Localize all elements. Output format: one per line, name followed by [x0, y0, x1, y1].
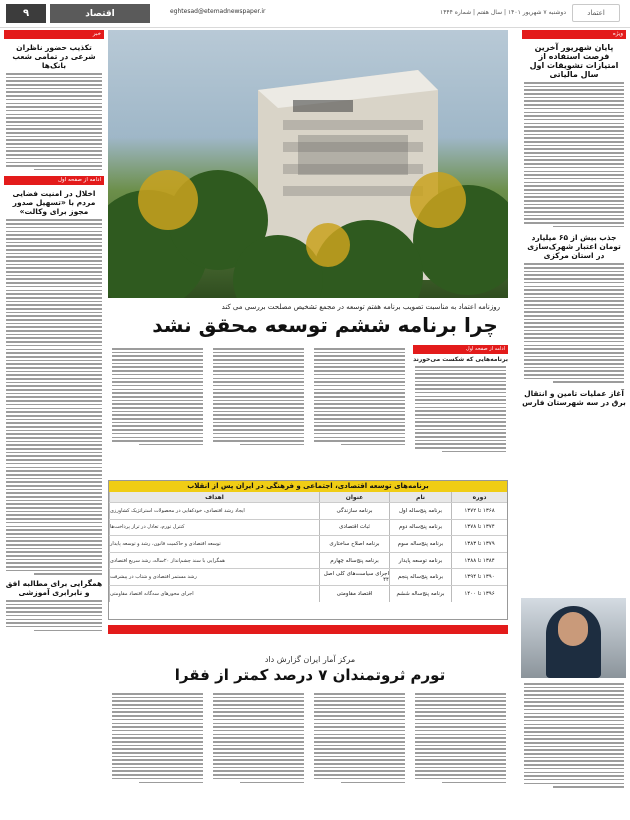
table-header [109, 492, 507, 502]
bottom-section-bar [108, 625, 508, 634]
main-text-col [312, 345, 407, 455]
table-cell: اجرای سیاست‌های کلی اصل ۴۴ [319, 569, 389, 585]
table-cell: اقتصاد مقاومتی [319, 586, 389, 602]
table-cell: کنترل تورم، تعادل در تراز پرداخت‌ها [109, 520, 319, 536]
table-cell: ۱۳۷۹ تا ۱۳۸۳ [451, 536, 507, 552]
table-header-cell: نام [389, 492, 451, 502]
column-tag: ادامه از صفحه اول [4, 176, 104, 185]
story-title: آغاز عملیات تامین و انتقال برق در سه شهرستان فارس [522, 389, 626, 407]
building-illustration [108, 30, 508, 298]
table-cell: ۱۳۹۰ تا ۱۳۹۴ [451, 569, 507, 585]
bottom-story-heading [140, 655, 480, 684]
story-body [4, 219, 104, 575]
story-body [522, 82, 626, 227]
table-cell: ۱۳۷۴ تا ۱۳۷۸ [451, 520, 507, 536]
table-row [109, 535, 507, 552]
story-body [4, 73, 104, 170]
table-cell: برنامه پنج‌ساله چهارم [319, 553, 389, 569]
email-address: eghtesad@etemadnewspaper.ir [170, 8, 266, 15]
building-photo [108, 30, 508, 298]
story-title: تکذیب حضور ناظران شرعی در تمامی شعب بانک‌ها [12, 43, 96, 70]
table-cell: ۱۳۹۶ تا ۱۴۰۰ [451, 586, 507, 602]
official-portrait [521, 598, 626, 678]
table-header-cell: دوره [451, 492, 507, 502]
table-cell: ایجاد رشد اقتصادی، خودکفایی در محصولات استراتژیک کشاورزی [109, 503, 319, 519]
table-cell: اجرای محورهای سه‌گانه اقتصاد مقاومتی [109, 586, 319, 602]
table-cell: برنامه پنج‌ساله دوم [389, 520, 451, 536]
table-header-cell: اهداف [109, 492, 319, 502]
dateline: دوشنبه ۷ شهریور ۱۴۰۱ | سال هفتم | شماره ۱۴۴۴ [439, 9, 566, 16]
table-row [109, 568, 507, 585]
right-column-bottom [522, 680, 626, 790]
table-cell: توسعه اقتصادی و حاکمیت قانون، رشد و توسعه پایدار [109, 536, 319, 552]
main-text-col [110, 345, 205, 455]
story-title: اخلال در امنیت فضایی مردم با «تسهیل صدور مجوز برای وکالت» [12, 189, 96, 217]
newspaper-logo: اعتماد [572, 4, 620, 22]
main-text-col [211, 345, 306, 455]
bottom-body [108, 690, 508, 785]
table-cell: برنامه اصلاح ساختاری [319, 536, 389, 552]
right-column [522, 30, 626, 407]
bottom-headline: تورم ثروتمندان ۷ درصد کمتر از فقرا [174, 666, 446, 684]
table-header-cell: عنوان [319, 492, 389, 502]
page-number: ۹ [6, 4, 46, 23]
table-row [109, 519, 507, 536]
story-body [522, 263, 626, 383]
masthead [0, 0, 630, 28]
table-cell: ۱۳۶۸ تا ۱۳۷۲ [451, 503, 507, 519]
table-row [109, 502, 507, 519]
table-cell: برنامه پنج‌ساله ششم [389, 586, 451, 602]
main-text-col: ادامه از صفحه اول برنامه‌هایی که شکست می‌خورند [413, 345, 508, 455]
table-cell: ثبات اقتصادی [319, 520, 389, 536]
story-title: همگرایی برای مطالبه افق و نابرابری آموزشی [5, 579, 103, 598]
section-title: اقتصاد [50, 4, 150, 23]
table-cell: برنامه توسعه پایدار [389, 553, 451, 569]
column-tag: ویژه [522, 30, 626, 39]
main-kicker: روزنامه اعتماد به مناسبت تصویب برنامه هفتم توسعه در مجمع تشخیص مصلحت بررسی می کند [221, 303, 500, 311]
table-cell: همگرایی با سند چشم‌انداز ۲۰ساله، رشد سریع اقتصادی [109, 553, 319, 569]
table-title: برنامه‌های توسعه اقتصادی، اجتماعی و فرهنگی در ایران پس از انقلاب [109, 481, 507, 492]
table-cell: رشد مستمر اقتصادی و شتاب در پیشرفت [109, 569, 319, 585]
story-title: پایان شهریور آخرین فرصت استفاده از امتیازات تشویقات اول سال مالیاتی [529, 43, 619, 79]
main-headline: چرا برنامه ششم توسعه محقق نشد [152, 313, 498, 337]
main-body [108, 345, 508, 455]
table-cell: برنامه سازندگی [319, 503, 389, 519]
main-subhead: برنامه‌هایی که شکست می‌خورند [413, 356, 508, 363]
development-plans-table [108, 480, 508, 620]
left-column [4, 30, 104, 633]
table-cell: برنامه پنج‌ساله اول [389, 503, 451, 519]
table-cell: برنامه پنج‌ساله سوم [389, 536, 451, 552]
column-tag: خبر [4, 30, 104, 39]
story-title: جذب بیش از ۶۵ میلیارد تومان اعتبار شهرک‌سازی در استان مرکزی [527, 233, 621, 261]
story-body [4, 600, 104, 631]
table-row [109, 552, 507, 569]
bottom-kicker: مرکز آمار ایران گزارش داد [264, 655, 356, 664]
table-row [109, 585, 507, 602]
table-cell: برنامه پنج‌ساله پنجم [389, 569, 451, 585]
table-cell: ۱۳۸۴ تا ۱۳۸۸ [451, 553, 507, 569]
